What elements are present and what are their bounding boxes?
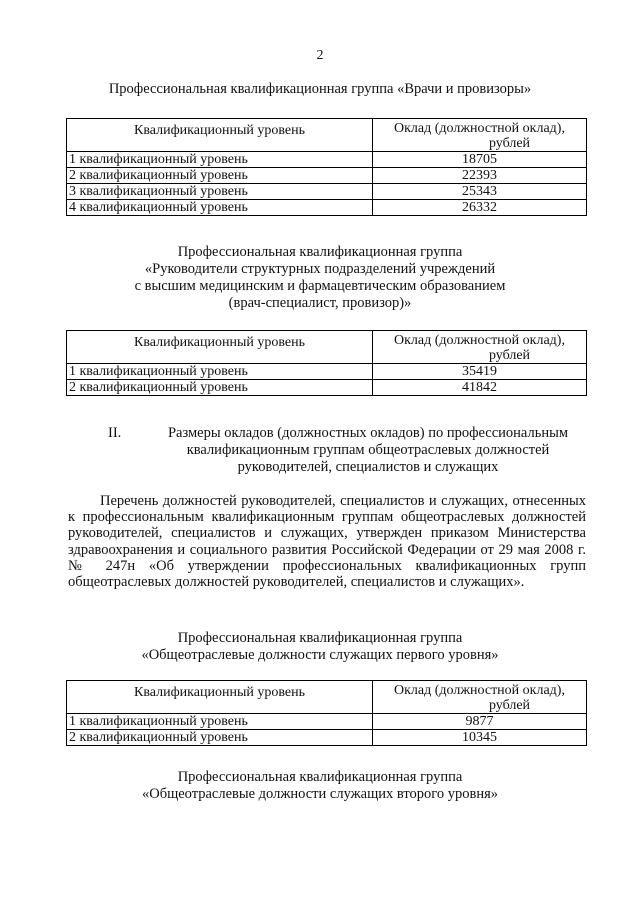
table-row (67, 152, 587, 168)
section-title-line: Размеры окладов (должностных окладов) по профессиональным (167, 425, 569, 441)
salary-table-1 (66, 118, 587, 216)
column-header-salary-line-1: Оклад (должностной оклад), (394, 333, 565, 348)
table-header-row (67, 119, 587, 152)
paragraph-text: Перечень должностей руководителей, специалистов и служащих, отнесенных к профессиональным квалификационным группам общеотраслевых должностей руководителей, специалистов и служащих, утвержден приказом Министерства здравоохранения и социального развития Российской Федерации от 29 мая 2008 г. № 247н «Об утверждении профессиональных квалификационных групп общеотраслевых должностей руководителей, специалистов и служащих». (68, 493, 586, 591)
group-4-title-line: Профессиональная квалификационная группа (177, 769, 463, 785)
column-header-salary (373, 681, 587, 714)
group-3-title-line: «Общеотраслевые должности служащих первого уровня» (141, 647, 499, 663)
salary-cell: 9877 (373, 714, 587, 730)
group-2-title-line: «Руководители структурных подразделений учреждений (144, 261, 496, 277)
table-row (67, 168, 587, 184)
table-header-row (67, 331, 587, 364)
table-row (67, 730, 587, 746)
salary-cell: 41842 (373, 380, 587, 396)
column-header-salary-line-2: рублей (488, 136, 531, 151)
column-header-salary-line-1: Оклад (должностной оклад), (394, 683, 565, 698)
group-3-title-line: Профессиональная квалификационная группа (177, 630, 463, 646)
level-cell: 1 квалификационный уровень (67, 714, 373, 730)
column-header-level: Квалификационный уровень (67, 331, 373, 364)
level-cell: 4 квалификационный уровень (67, 200, 373, 216)
column-header-level: Квалификационный уровень (67, 119, 373, 152)
column-header-salary-line-2: рублей (488, 348, 531, 363)
group-2-title-line: Профессиональная квалификационная группа (177, 244, 463, 260)
section-number: II. (108, 425, 122, 441)
table-row (67, 364, 587, 380)
group-1-title-line: Профессиональная квалификационная группа «Врачи и провизоры» (108, 81, 532, 97)
group-4-title-line: «Общеотраслевые должности служащих второго уровня» (141, 786, 499, 802)
column-header-level: Квалификационный уровень (67, 681, 373, 714)
group-2-title (0, 244, 640, 312)
table-row (67, 380, 587, 396)
salary-cell: 18705 (373, 152, 587, 168)
column-header-salary (373, 119, 587, 152)
salary-cell: 26332 (373, 200, 587, 216)
column-header-salary (373, 331, 587, 364)
level-cell: 2 квалификационный уровень (67, 168, 373, 184)
salary-table-2 (66, 330, 587, 396)
group-1-title (0, 81, 640, 98)
section-title-line: руководителей, специалистов и служащих (237, 459, 499, 475)
salary-cell: 10345 (373, 730, 587, 746)
level-cell: 3 квалификационный уровень (67, 184, 373, 200)
table-row (67, 200, 587, 216)
level-cell: 2 квалификационный уровень (67, 730, 373, 746)
group-2-title-line: с высшим медицинским и фармацевтическим образованием (134, 278, 506, 294)
section-title-line: квалификационным группам общеотраслевых должностей (186, 442, 550, 458)
salary-cell: 35419 (373, 364, 587, 380)
page-number: 2 (316, 48, 324, 63)
group-2-title-line: (врач-специалист, провизор)» (228, 295, 412, 311)
level-cell: 1 квалификационный уровень (67, 152, 373, 168)
section-paragraph (68, 493, 586, 590)
section-title-lines (148, 425, 588, 476)
salary-cell: 22393 (373, 168, 587, 184)
column-header-salary-line-1: Оклад (должностной оклад), (394, 121, 565, 136)
level-cell: 1 квалификационный уровень (67, 364, 373, 380)
table-row (67, 714, 587, 730)
salary-table-3 (66, 680, 587, 746)
group-4-title (0, 769, 640, 803)
group-3-title (0, 630, 640, 664)
level-cell: 2 квалификационный уровень (67, 380, 373, 396)
table-header-row (67, 681, 587, 714)
column-header-salary-line-2: рублей (488, 698, 531, 713)
salary-cell: 25343 (373, 184, 587, 200)
table-row (67, 184, 587, 200)
